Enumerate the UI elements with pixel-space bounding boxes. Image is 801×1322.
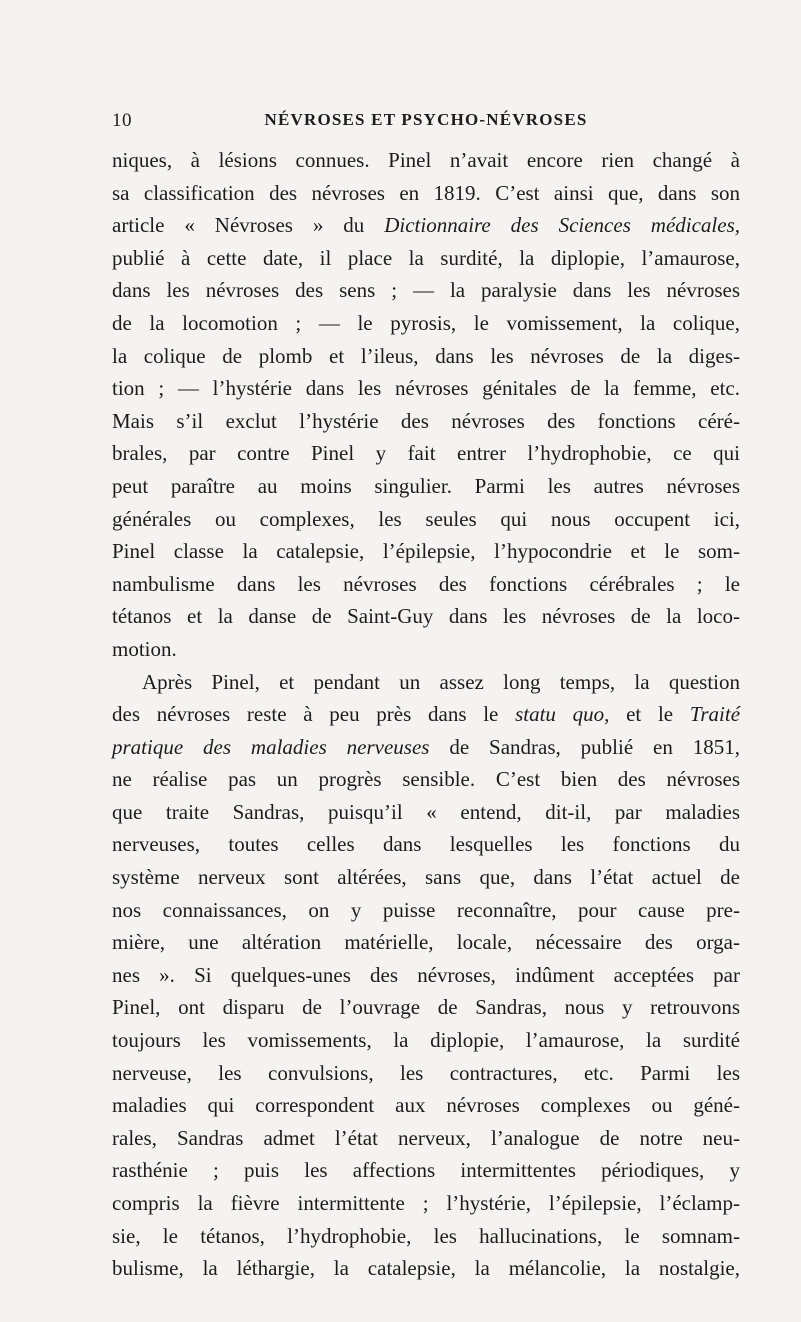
text-line [112, 470, 740, 503]
text-line [112, 796, 740, 829]
text-segment: bulisme, la léthargie, la catalepsie, la mélancolie, la nostalgie, [112, 1256, 740, 1281]
text-line [112, 340, 740, 373]
text-segment: mière, une altération matérielle, locale, nécessaire des orga- [112, 930, 740, 955]
text-segment: sa classification des névroses en 1819. C’est ainsi que, dans son [112, 180, 740, 205]
text-segment: générales ou complexes, les seules qui nous occupent ici, [112, 506, 740, 531]
text-line [112, 405, 740, 438]
text-line [112, 633, 740, 666]
text-segment: nes ». Si quelques-unes des névroses, indûment acceptées par [112, 962, 740, 987]
text-segment: niques, à lésions connues. Pinel n’avait encore rien changé à [112, 148, 740, 172]
text-line [112, 1252, 740, 1285]
text-line [112, 1057, 740, 1090]
text-line [112, 828, 740, 861]
text-segment: nerveuses, toutes celles dans lesquelles les fonctions du [112, 832, 740, 857]
text-line [112, 144, 740, 177]
text-line [112, 568, 740, 601]
italic-text-segment: statu quo, [515, 702, 610, 727]
text-segment: de la locomotion ; — le pyrosis, le vomissement, la colique, [112, 310, 740, 335]
text-line [112, 503, 740, 536]
text-segment: brales, par contre Pinel y fait entrer l’hydrophobie, ce qui [112, 441, 740, 466]
running-head [112, 110, 740, 136]
text-segment: Pinel, ont disparu de l’ouvrage de Sandras, nous y retrouvons [112, 995, 740, 1020]
text-line [112, 666, 740, 699]
text-line [112, 1089, 740, 1122]
text-line [112, 991, 740, 1024]
text-segment: tétanos et la danse de Saint-Guy dans les névroses de la loco- [112, 604, 740, 629]
text-segment: tion ; — l’hystérie dans les névroses génitales de la femme, etc. [112, 376, 740, 401]
text-segment: nambulisme dans les névroses des fonctions cérébrales ; le [112, 571, 740, 596]
text-line [112, 698, 740, 731]
text-segment: rasthénie ; puis les affections intermittentes périodiques, y [112, 1158, 740, 1183]
page-number: 10 [112, 110, 132, 131]
text-line [112, 1024, 740, 1057]
text-segment: compris la fièvre intermittente ; l’hystérie, l’épilepsie, l’éclamp- [112, 1191, 740, 1215]
text-segment: Après Pinel, et pendant un assez long temps, la question [142, 669, 740, 694]
text-line [112, 600, 740, 633]
text-line [112, 1220, 740, 1253]
text-segment: dans les névroses des sens ; — la paralysie dans les névroses [112, 278, 740, 303]
text-line [112, 209, 740, 242]
text-line [112, 1187, 740, 1220]
text-line [112, 535, 740, 568]
body-text [112, 144, 740, 1285]
text-segment: sie, le tétanos, l’hydrophobie, les hallucinations, le somnam- [112, 1223, 740, 1248]
text-line [112, 1154, 740, 1187]
text-segment: Mais s’il exclut l’hystérie des névroses des fonctions céré- [112, 408, 740, 433]
text-segment: peut paraître au moins singulier. Parmi les autres névroses [112, 473, 740, 498]
text-line [112, 177, 740, 210]
text-segment: article « Névroses » du [112, 213, 385, 238]
text-segment: Pinel classe la catalepsie, l’épilepsie, l’hypocondrie et le som- [112, 539, 740, 564]
text-segment: des névroses reste à peu près dans le [112, 702, 516, 727]
text-line [112, 1122, 740, 1155]
text-line [112, 959, 740, 992]
text-segment: publié à cette date, il place la surdité, la diplopie, l’amaurose, [112, 245, 740, 270]
running-head-title: NÉVROSES ET PSYCHO-NÉVROSES [264, 110, 588, 129]
text-segment: système nerveux sont altérées, sans que, dans l’état actuel de [112, 865, 740, 890]
text-line [112, 731, 740, 764]
text-line [112, 763, 740, 796]
italic-text-segment: Traité [689, 702, 741, 727]
text-segment: de Sandras, publié en 1851, [429, 734, 740, 759]
text-line [112, 274, 740, 307]
text-segment: que traite Sandras, puisqu’il « entend, dit-il, par maladies [112, 799, 740, 824]
text-line [112, 437, 740, 470]
italic-text-segment: Dictionnaire des Sciences médicales, [384, 213, 740, 238]
text-line [112, 861, 740, 894]
text-line [112, 894, 740, 927]
text-segment: ne réalise pas un progrès sensible. C’est bien des névroses [112, 767, 740, 792]
text-segment: rales, Sandras admet l’état nerveux, l’analogue de notre neu- [112, 1125, 740, 1150]
text-line [112, 372, 740, 405]
text-line [112, 926, 740, 959]
text-segment: motion. [112, 636, 177, 661]
text-segment: maladies qui correspondent aux névroses complexes ou géné- [112, 1093, 740, 1118]
text-segment: nerveuse, les convulsions, les contractures, etc. Parmi les [112, 1060, 740, 1085]
text-segment: toujours les vomissements, la diplopie, l’amaurose, la surdité [112, 1028, 740, 1053]
text-line [112, 242, 740, 275]
italic-text-segment: pratique des maladies nerveuses [112, 734, 430, 759]
text-segment: la colique de plomb et l’ileus, dans les névroses de la diges- [112, 343, 740, 368]
text-segment: nos connaissances, on y puisse reconnaître, pour cause pre- [112, 897, 740, 922]
text-line [112, 307, 740, 340]
text-segment: et le [609, 702, 690, 727]
